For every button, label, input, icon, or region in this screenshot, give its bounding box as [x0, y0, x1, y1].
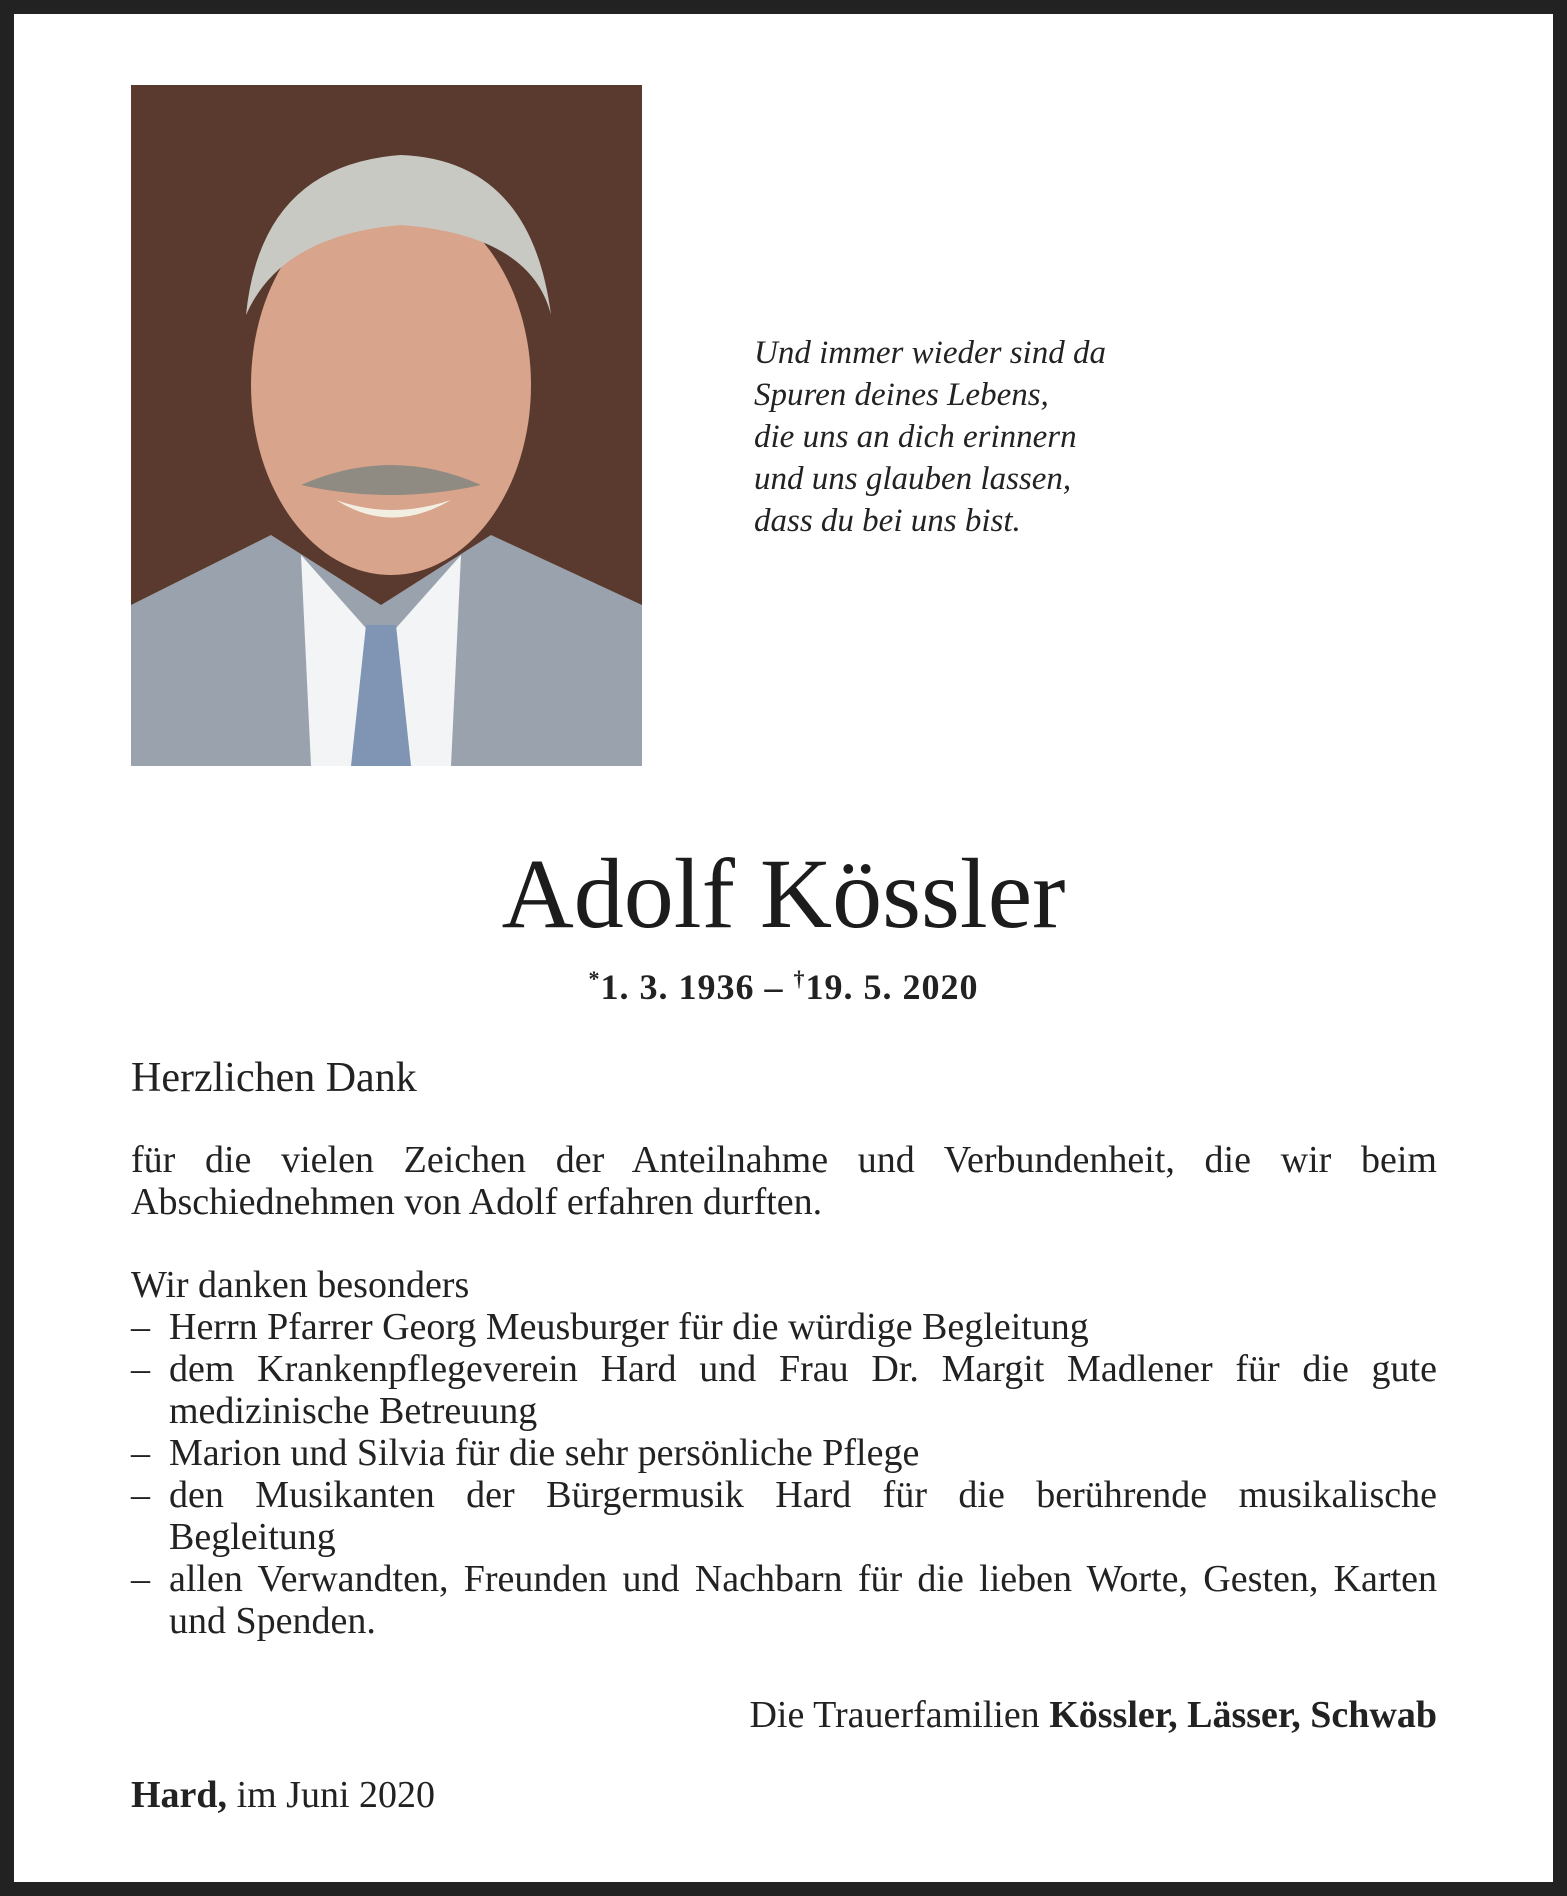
list-item-text: Marion und Silvia für die sehr persönliche Pflege	[169, 1432, 920, 1474]
list-item	[131, 1474, 1437, 1558]
family-names: Kössler, Lässer, Schwab	[1049, 1694, 1437, 1736]
dash: –	[131, 1306, 150, 1348]
signature-prefix: Die Trauerfamilien	[749, 1694, 1050, 1736]
death-date: 19. 5. 2020	[805, 967, 979, 1007]
thanks-paragraph: für die vielen Zeichen der Anteilnahme und Verbundenheit, die wir beim Abschiednehmen von Adolf erfahren durften.	[131, 1139, 1437, 1223]
thanks-intro: Wir danken besonders	[131, 1264, 470, 1306]
dash: –	[131, 1558, 150, 1600]
thanks-list	[131, 1306, 1437, 1642]
list-item-text: Herrn Pfarrer Georg Meusburger für die würdige Begleitung	[169, 1306, 1089, 1348]
birth-date: 1. 3. 1936	[600, 967, 755, 1007]
date: im Juni 2020	[227, 1774, 436, 1816]
birth-symbol: *	[588, 966, 601, 991]
thanks-heading: Herzlichen Dank	[131, 1055, 417, 1101]
thanks-section	[131, 1264, 1437, 1642]
quote-line: Spuren deines Lebens,	[754, 377, 1049, 413]
deceased-name: Adolf Kössler	[501, 838, 1066, 949]
quote-line: dass du bei uns bist.	[754, 503, 1021, 539]
portrait-photo	[131, 85, 642, 766]
list-item	[131, 1306, 1437, 1348]
list-item-text: dem Krankenpflegeverein Hard und Frau Dr. Margit Madlener für die gute medizinische Betreuung	[169, 1348, 1437, 1432]
list-item	[131, 1558, 1437, 1642]
life-dates	[14, 966, 1553, 1008]
date-separator: –	[754, 967, 794, 1007]
quote-line: und uns glauben lassen,	[754, 461, 1072, 497]
list-item-text: den Musikanten der Bürgermusik Hard für die berührende musikalische Begleitung	[169, 1474, 1437, 1558]
dash: –	[131, 1432, 150, 1474]
memorial-quote	[754, 332, 1106, 542]
list-item	[131, 1348, 1437, 1432]
dash: –	[131, 1474, 150, 1516]
dash: –	[131, 1348, 150, 1390]
place-date	[131, 1774, 1437, 1816]
death-symbol: †	[793, 966, 806, 991]
list-item-text: allen Verwandten, Freunden und Nachbarn für die lieben Worte, Gesten, Karten und Spenden.	[169, 1558, 1437, 1642]
town: Hard,	[131, 1774, 228, 1816]
list-item	[131, 1432, 1437, 1474]
quote-line: die uns an dich erinnern	[754, 419, 1077, 455]
quote-line: Und immer wieder sind da	[754, 335, 1106, 371]
signature	[131, 1694, 1437, 1736]
obituary-page	[14, 14, 1553, 1882]
